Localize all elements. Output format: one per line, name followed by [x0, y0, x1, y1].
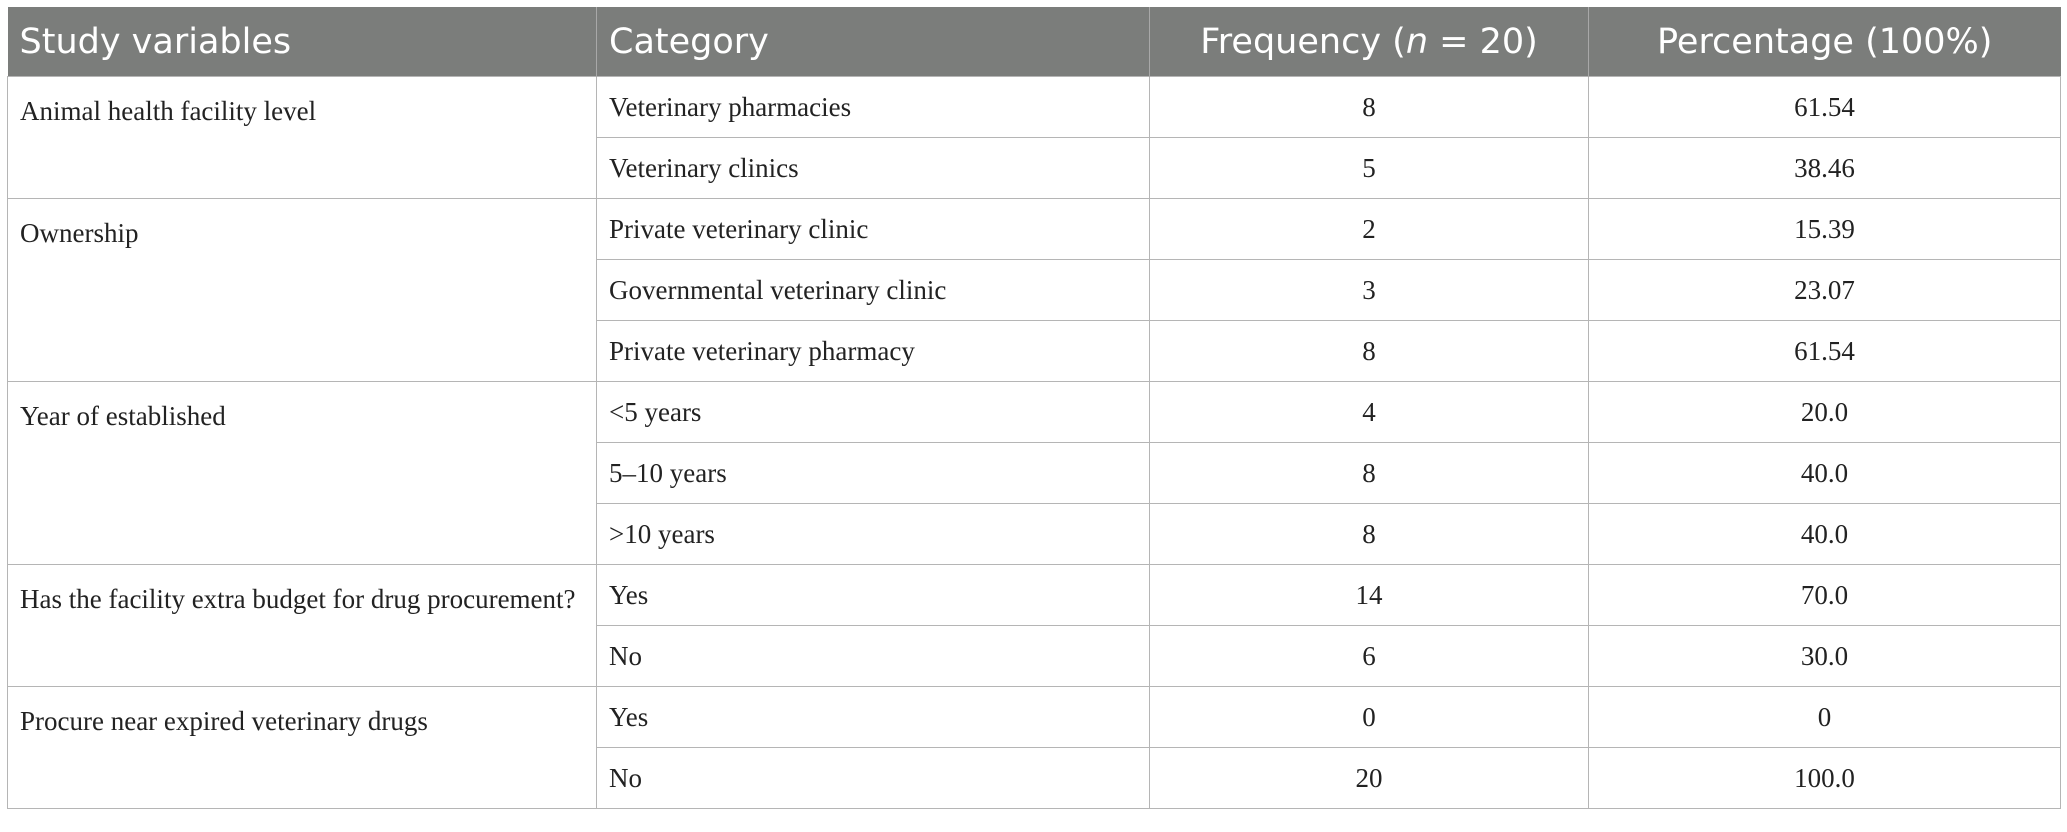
study-variables-table: [7, 7, 2061, 809]
frequency-cell: 8: [1150, 443, 1589, 504]
percentage-cell: 61.54: [1589, 321, 2061, 382]
table-body: [8, 77, 2061, 809]
category-cell: Governmental veterinary clinic: [597, 260, 1150, 321]
percentage-cell: 15.39: [1589, 199, 2061, 260]
category-cell: >10 years: [597, 504, 1150, 565]
frequency-cell: 8: [1150, 504, 1589, 565]
table-container: [7, 7, 2061, 809]
frequency-cell: 4: [1150, 382, 1589, 443]
percentage-cell: 40.0: [1589, 443, 2061, 504]
study-variable-cell: Has the facility extra budget for drug procurement?: [8, 565, 597, 687]
header-frequency-suffix: = 20): [1428, 21, 1538, 62]
frequency-cell: 2: [1150, 199, 1589, 260]
study-variable-cell: Year of established: [8, 382, 597, 565]
percentage-cell: 0: [1589, 687, 2061, 748]
category-cell: Private veterinary pharmacy: [597, 321, 1150, 382]
percentage-cell: 40.0: [1589, 504, 2061, 565]
percentage-cell: 23.07: [1589, 260, 2061, 321]
header-frequency-n: n: [1405, 21, 1428, 62]
frequency-cell: 5: [1150, 138, 1589, 199]
study-variable-cell: Animal health facility level: [8, 77, 597, 199]
category-cell: Veterinary clinics: [597, 138, 1150, 199]
category-cell: Yes: [597, 565, 1150, 626]
header-study-variables: Study variables: [8, 7, 597, 77]
frequency-cell: 6: [1150, 626, 1589, 687]
category-cell: Yes: [597, 687, 1150, 748]
percentage-cell: 100.0: [1589, 748, 2061, 809]
category-cell: <5 years: [597, 382, 1150, 443]
table-row: [8, 382, 2061, 443]
frequency-cell: 8: [1150, 321, 1589, 382]
percentage-cell: 61.54: [1589, 77, 2061, 138]
percentage-cell: 20.0: [1589, 382, 2061, 443]
header-frequency: [1150, 7, 1589, 77]
header-row: [8, 7, 2061, 77]
percentage-cell: 38.46: [1589, 138, 2061, 199]
study-variable-cell: Ownership: [8, 199, 597, 382]
percentage-cell: 70.0: [1589, 565, 2061, 626]
category-cell: Private veterinary clinic: [597, 199, 1150, 260]
header-percentage: Percentage (100%): [1589, 7, 2061, 77]
frequency-cell: 14: [1150, 565, 1589, 626]
category-cell: No: [597, 626, 1150, 687]
frequency-cell: 20: [1150, 748, 1589, 809]
table-header: [8, 7, 2061, 77]
table-row: [8, 565, 2061, 626]
percentage-cell: 30.0: [1589, 626, 2061, 687]
header-frequency-prefix: Frequency (: [1200, 21, 1406, 62]
study-variable-cell: Procure near expired veterinary drugs: [8, 687, 597, 809]
table-row: [8, 77, 2061, 138]
category-cell: 5–10 years: [597, 443, 1150, 504]
category-cell: Veterinary pharmacies: [597, 77, 1150, 138]
header-category: Category: [597, 7, 1150, 77]
frequency-cell: 8: [1150, 77, 1589, 138]
table-row: [8, 199, 2061, 260]
frequency-cell: 0: [1150, 687, 1589, 748]
table-row: [8, 687, 2061, 748]
category-cell: No: [597, 748, 1150, 809]
frequency-cell: 3: [1150, 260, 1589, 321]
